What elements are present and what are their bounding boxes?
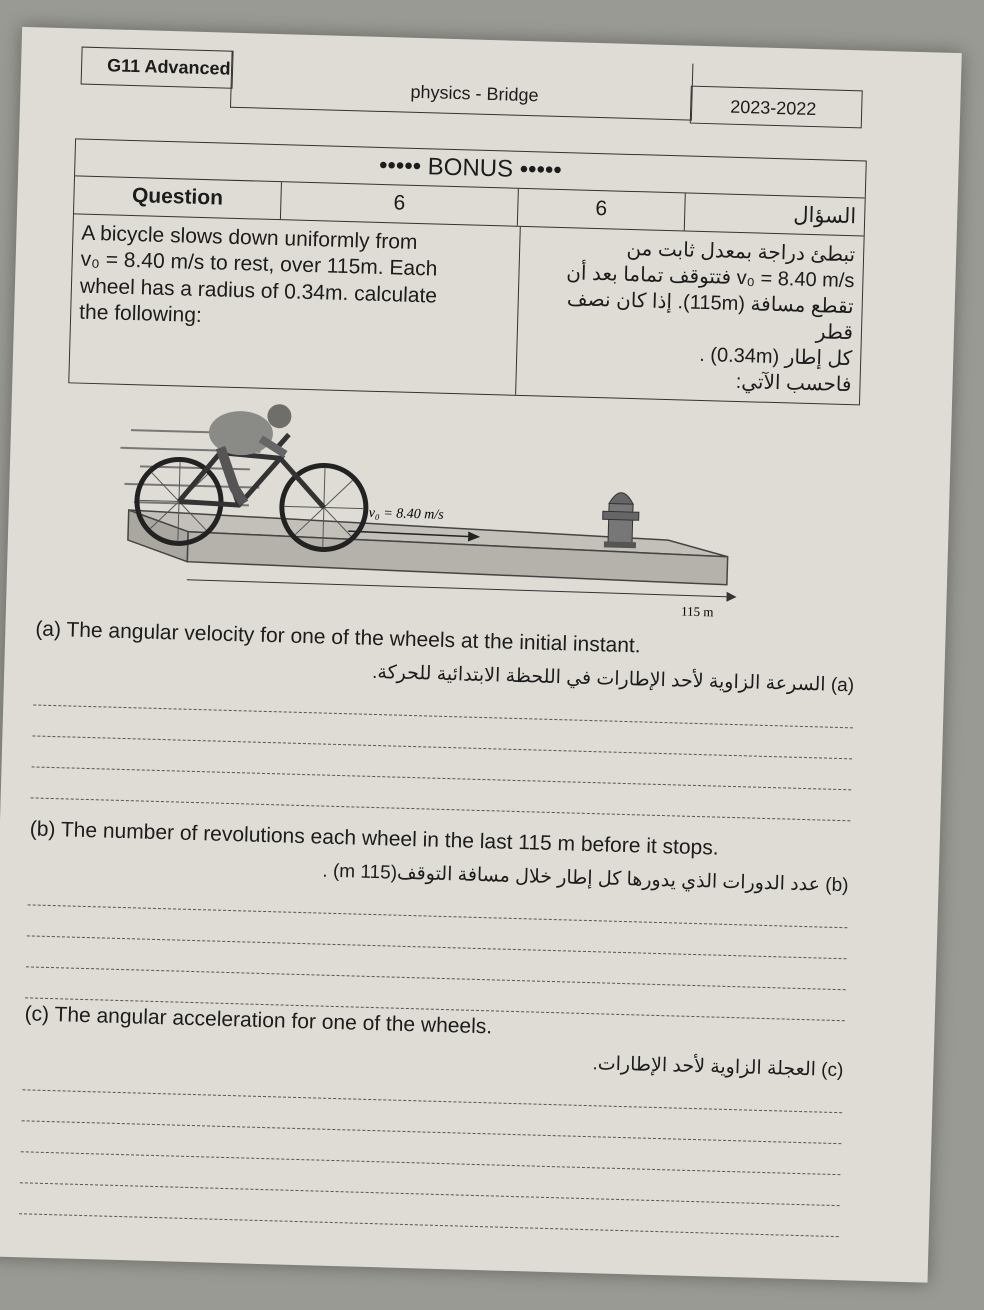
part-c-question-ar: (c) العجلة الزاوية لأحد الإطارات.	[592, 1053, 844, 1082]
part-a-question-ar: (a) السرعة الزاوية لأحد الإطارات في اللحظة الابتدائية للحركة.	[371, 661, 855, 697]
problem-ar-line-1: تبطئ دراجة بمعدل ثابت من	[626, 237, 856, 267]
question-table	[68, 138, 867, 405]
part-b-question-ar: (b) عدد الدورات الذي يدورها كل إطار خلال مسافة التوقف(115 m) .	[322, 860, 849, 897]
part-c-answer-lines[interactable]	[19, 1059, 843, 1237]
problem-text-en	[69, 214, 521, 394]
problem-ar-line-3: تقطع مسافة (115m). إذا كان نصف قطر	[566, 288, 854, 345]
hydrant-top	[609, 492, 633, 504]
question-label: Question	[74, 176, 282, 219]
question-number-ar: 6	[518, 189, 686, 231]
distance-line	[187, 580, 727, 597]
part-a-answer-lines[interactable]	[31, 674, 854, 821]
distance-arrowhead	[726, 592, 736, 602]
part-b-question-en: (b) The number of revolutions each wheel in the last 115 m before it stops.	[29, 817, 719, 860]
hydrant-arms	[603, 511, 639, 520]
subject-label: physics - Bridge	[410, 81, 539, 106]
distance-label: 115 m	[680, 603, 714, 620]
part-c	[19, 1002, 845, 1237]
part-a	[31, 617, 856, 821]
year-label: 2023-2022	[729, 96, 817, 120]
v0-label: v₀ = 8.40 m/s	[368, 505, 444, 523]
problem-en-line-3: wheel has a radius of 0.34m. calculate	[79, 274, 438, 308]
worksheet-page	[0, 27, 962, 1283]
problem-en-line-2: v₀ = 8.40 m/s to rest, over 115m. Each	[80, 247, 438, 281]
bicycle-illustration	[106, 390, 752, 628]
rider-helmet	[267, 404, 292, 429]
hydrant-body	[608, 503, 633, 544]
bonus-title: ••••• BONUS •••••	[378, 151, 563, 184]
question-number-en: 6	[281, 182, 519, 226]
part-b-answer-lines[interactable]	[25, 874, 848, 1021]
problem-row	[69, 214, 863, 404]
problem-text-ar	[516, 227, 864, 405]
hydrant-base	[604, 541, 636, 548]
problem-en-line-1: A bicycle slows down uniformly from	[81, 221, 418, 254]
problem-ar-line-2: v₀ = 8.40 m/s فتتوقف تماما بعد أن	[565, 262, 855, 293]
part-b	[25, 817, 850, 1021]
problem-en-line-4: the following:	[78, 300, 203, 327]
problem-ar-line-5: فاحسب الآتي:	[735, 370, 852, 397]
part-c-question-en: (c) The angular acceleration for one of the wheels.	[24, 1002, 493, 1039]
question-label-ar: السؤال	[792, 203, 857, 229]
part-a-question-en: (a) The angular velocity for one of the wheels at the initial instant.	[35, 617, 641, 658]
problem-ar-line-4: كل إطار (0.34m) .	[698, 343, 853, 371]
grade-label: G11 Advanced	[106, 55, 231, 79]
bicycle-figure	[106, 390, 752, 628]
